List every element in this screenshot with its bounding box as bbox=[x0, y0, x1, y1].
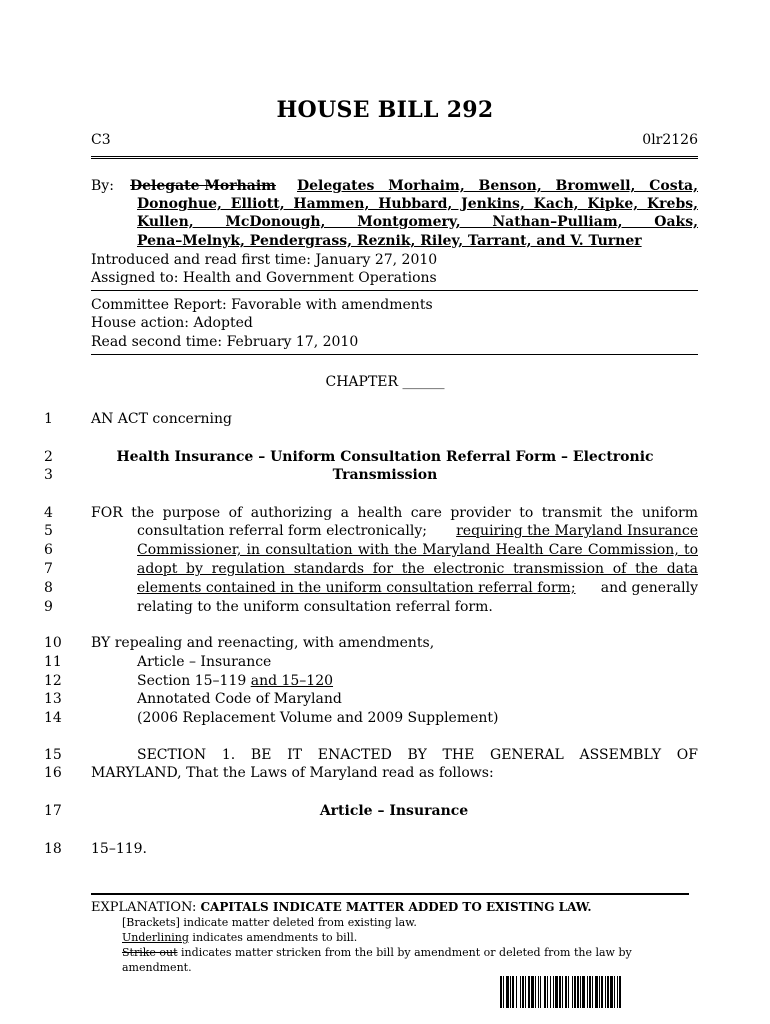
barcode-bar bbox=[506, 976, 509, 1008]
barcode-bar bbox=[547, 976, 548, 1008]
line-number: 14 bbox=[44, 710, 62, 726]
barcode-bar bbox=[592, 976, 593, 1008]
explanation-brackets bbox=[122, 916, 417, 930]
line-number: 6 bbox=[44, 542, 53, 558]
repeal-line: BY repealing and reenacting, with amendments, bbox=[91, 635, 435, 651]
strikeout-word: Strike out bbox=[122, 946, 178, 959]
explanation-line bbox=[91, 899, 592, 916]
brackets-text: indicate matter deleted from existing law. bbox=[179, 916, 417, 929]
barcode-bar bbox=[531, 976, 534, 1008]
purpose-line-3: Commissioner, in consultation with the Maryland Health Care Commission, to bbox=[137, 542, 698, 558]
barcode-bar bbox=[568, 976, 569, 1008]
introduced-line: Introduced and read first time: January 27, 2010 bbox=[91, 252, 438, 268]
header-rule bbox=[91, 156, 698, 159]
sponsor-line-3: Kullen, McDonough, Montgomery, Nathan–Pulliam, Oaks, bbox=[137, 214, 698, 230]
assigned-line: Assigned to: Health and Government Operations bbox=[91, 270, 437, 286]
explanation-caps: CAPITALS INDICATE MATTER ADDED TO EXISTING LAW. bbox=[200, 900, 592, 914]
barcode-bar bbox=[528, 976, 530, 1008]
purpose-line-1: FOR the purpose of authorizing a health care provider to transmit the uniform bbox=[91, 505, 698, 521]
act-line: AN ACT concerning bbox=[91, 411, 232, 427]
line-number: 13 bbox=[44, 691, 62, 707]
barcode-bar bbox=[614, 976, 615, 1008]
line-number: 8 bbox=[44, 580, 53, 596]
barcode-bar bbox=[577, 976, 579, 1008]
drafting-number: 0lr2126 bbox=[642, 132, 698, 148]
barcode-image bbox=[500, 976, 692, 1008]
barcode-bar bbox=[540, 976, 541, 1008]
committee-line: Committee Report: Favorable with amendments bbox=[91, 297, 433, 313]
barcode-bar bbox=[562, 976, 563, 1008]
barcode-bar bbox=[587, 976, 588, 1008]
barcode-bar bbox=[555, 976, 558, 1008]
underlining-text: indicates amendments to bill. bbox=[188, 931, 358, 944]
purpose-line-6: relating to the uniform consultation referral form. bbox=[137, 599, 493, 615]
purpose-line-5b: and generally bbox=[600, 580, 698, 596]
article-line: Article – Insurance bbox=[137, 654, 272, 670]
line-number: 7 bbox=[44, 561, 53, 577]
explanation-strikeout bbox=[122, 946, 632, 960]
barcode-bar bbox=[559, 976, 561, 1008]
bill-heading-2: Transmission bbox=[332, 467, 438, 483]
sponsor-struck: Delegate Morhaim bbox=[130, 178, 276, 194]
line-number: 12 bbox=[44, 673, 62, 689]
line-number: 3 bbox=[44, 467, 53, 483]
barcode-bar bbox=[617, 976, 618, 1008]
enacting-line-2: MARYLAND, That the Laws of Maryland read as follows: bbox=[91, 765, 494, 781]
bill-heading-1: Health Insurance – Uniform Consultation Referral Form – Electronic bbox=[116, 449, 654, 465]
explanation-strikeout-cont: amendment. bbox=[122, 961, 192, 974]
barcode-bar bbox=[538, 976, 539, 1008]
barcode-bar bbox=[574, 976, 576, 1008]
footer-rule bbox=[91, 893, 689, 895]
line-number: 2 bbox=[44, 449, 53, 465]
strikeout-text: indicates matter stricken from the bill by amendment or deleted from the law by bbox=[177, 946, 632, 959]
barcode-bar bbox=[605, 976, 606, 1008]
line-number: 1 bbox=[44, 411, 53, 427]
line-number: 10 bbox=[44, 635, 62, 651]
line-number: 4 bbox=[44, 505, 53, 521]
line-number: 16 bbox=[44, 765, 62, 781]
barcode-bar bbox=[516, 976, 517, 1008]
barcode-bar bbox=[553, 976, 554, 1008]
barcode-bar bbox=[522, 976, 524, 1008]
barcode-bar bbox=[595, 976, 598, 1008]
barcode-bar bbox=[525, 976, 526, 1008]
barcode-bar bbox=[601, 976, 603, 1008]
explanation-label: EXPLANATION: bbox=[91, 900, 197, 915]
history-rule-2 bbox=[91, 354, 698, 355]
section-original: Section 15–119 bbox=[137, 673, 247, 689]
article-heading: Article – Insurance bbox=[319, 803, 469, 819]
barcode-bar bbox=[599, 976, 600, 1008]
section-line bbox=[137, 672, 333, 690]
purpose-line-2b: requiring the Maryland Insurance bbox=[456, 523, 698, 539]
sponsor-line-4: Pena–Melnyk, Pendergrass, Reznik, Riley, Tarrant, and V. Turner bbox=[137, 233, 642, 249]
barcode-bar bbox=[500, 976, 502, 1008]
section-added: and 15–120 bbox=[250, 673, 334, 689]
underlining-word: Underlining bbox=[122, 931, 189, 944]
line-number: 17 bbox=[44, 803, 62, 819]
bill-title: HOUSE BILL 292 bbox=[276, 97, 494, 123]
barcode-bar bbox=[565, 976, 567, 1008]
explanation-underlining bbox=[122, 931, 357, 945]
barcode-bar bbox=[510, 976, 511, 1008]
barcode-bar bbox=[607, 976, 609, 1008]
line-number: 15 bbox=[44, 747, 62, 763]
barcode-bar bbox=[580, 976, 581, 1008]
barcode-bar bbox=[503, 976, 504, 1008]
barcode-bar bbox=[544, 976, 546, 1008]
line-number: 18 bbox=[44, 841, 62, 857]
barcode-bar bbox=[550, 976, 551, 1008]
brackets-word: [Brackets] bbox=[122, 916, 180, 929]
history-rule-1 bbox=[91, 290, 698, 291]
barcode-bar bbox=[512, 976, 514, 1008]
purpose-line-5a: elements contained in the uniform consultation referral form; bbox=[137, 580, 576, 596]
enacting-line-1: SECTION 1. BE IT ENACTED BY THE GENERAL ASSEMBLY OF bbox=[137, 747, 698, 763]
barcode-bar bbox=[582, 976, 585, 1008]
chapter-line: CHAPTER ______ bbox=[325, 374, 445, 390]
sponsor-line-1: Delegates Morhaim, Benson, Bromwell, Costa, bbox=[297, 178, 698, 194]
sponsor-by-label: By: bbox=[91, 178, 114, 194]
barcode-bar bbox=[610, 976, 613, 1008]
line-number: 5 bbox=[44, 523, 53, 539]
house-action-line: House action: Adopted bbox=[91, 315, 253, 331]
subject-code: C3 bbox=[91, 132, 111, 148]
code-line: Annotated Code of Maryland bbox=[137, 691, 342, 707]
line-number: 11 bbox=[44, 654, 62, 670]
section-number: 15–119. bbox=[91, 841, 147, 857]
barcode-bar bbox=[535, 976, 536, 1008]
second-reading-line: Read second time: February 17, 2010 bbox=[91, 334, 359, 350]
volume-line: (2006 Replacement Volume and 2009 Supplement) bbox=[137, 710, 499, 726]
line-number: 9 bbox=[44, 599, 53, 615]
barcode-bar bbox=[589, 976, 591, 1008]
barcode-bar bbox=[619, 976, 621, 1008]
sponsor-line-2: Donoghue, Elliott, Hammen, Hubbard, Jenkins, Kach, Kipke, Krebs, bbox=[137, 196, 698, 212]
purpose-line-4: adopt by regulation standards for the electronic transmission of the data bbox=[137, 561, 698, 577]
barcode-bar bbox=[520, 976, 521, 1008]
barcode-bar bbox=[572, 976, 573, 1008]
purpose-line-2a: consultation referral form electronically; bbox=[137, 523, 427, 539]
